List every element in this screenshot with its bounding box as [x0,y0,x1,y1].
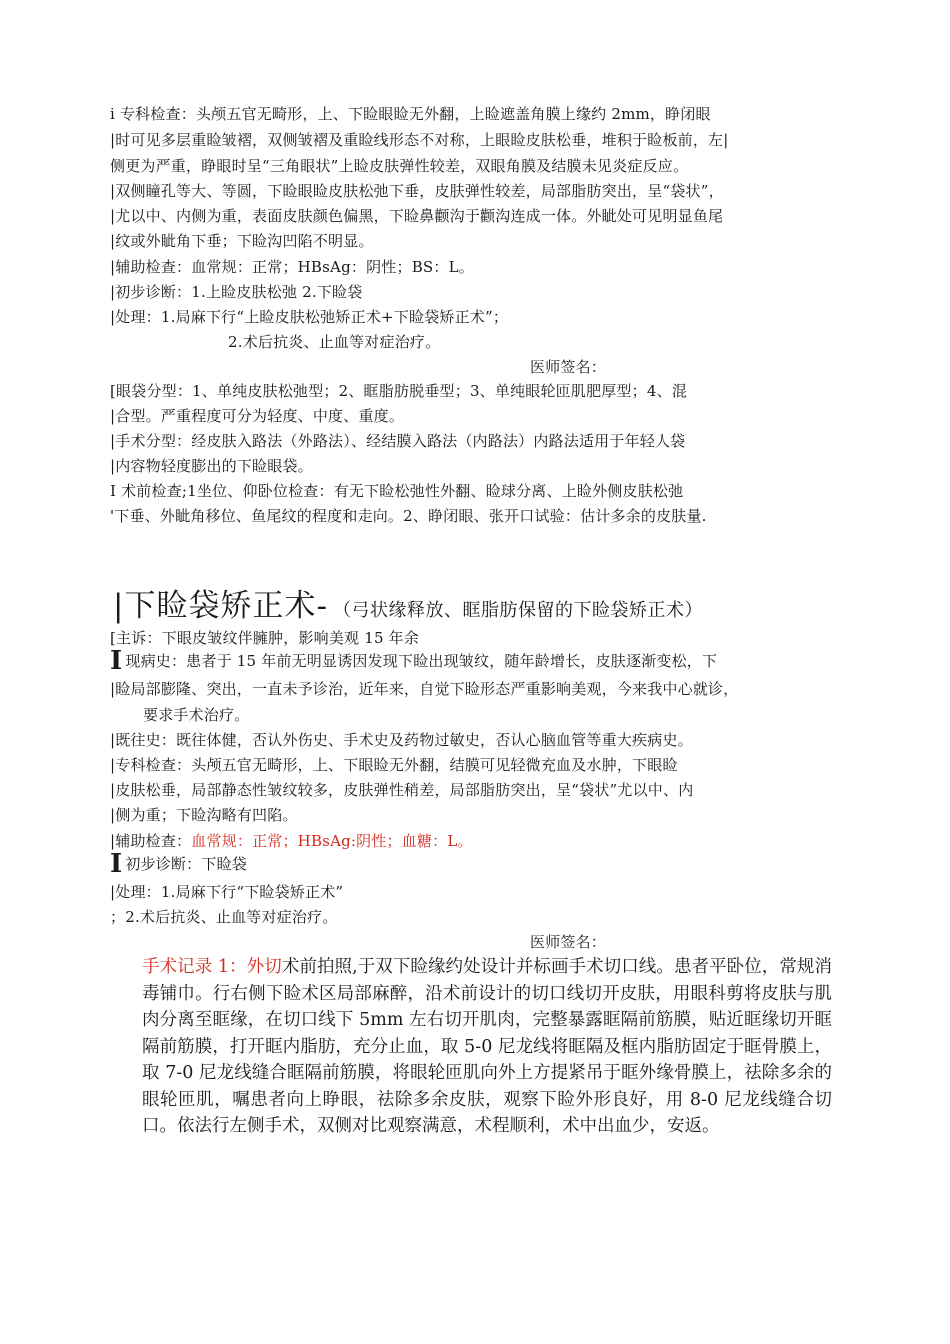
preliminary-diagnosis [110,849,247,879]
margin-marker: I [110,849,123,879]
surgery-type-line-2: |内容物轻度膨出的下睑眼袋。 [110,457,313,475]
preop-exam-line-2: '下垂、外眦角移位、鱼尾纹的程度和走向。2、睁闭眼、张开口试验：估计多余的皮肤量. [110,507,707,525]
surgery-record-text: 术前拍照,于双下睑缘约处设计并标画手术切口线。患者平卧位，常规消毒铺巾。行右侧下睑术区局部麻醉，沿术前设计的切口线切开皮肤，用眼科剪将皮肤与肌肉分离至眶缘，在切口线下 5mm 左右切开肌肉，完整暴露眶隔前筋膜，贴近眶缘切开眶隔前筋膜，打开眶内脂肪，充分止血，取 5-0 尼龙线将眶隔及框内脂肪固定于眶骨膜上，取 7-0 尼龙线缝合眶隔前筋膜，将眼轮匝肌向外上方提紧吊于眶外缘骨膜上，祛除多余的眼轮匝肌，嘱患者向上睁眼，祛除多余皮肤，观察下睑外形良好，用 8-0 尼龙线缝合切口。依法行左侧手术，双侧对比观察满意，术程顺利，术中出血少，安返。 [142,957,832,1136]
doctor-signature: 医师签名： [530,933,607,951]
aux-exam [110,831,473,851]
present-illness-line-1 [110,646,718,676]
classification-line-1: [眼袋分型：1、单纯皮肤松弛型；2、眶脂肪脱垂型；3、单纯眼轮匝肌肥厚型；4、混 [110,382,688,400]
section-title [113,580,703,625]
classification-line-2: |合型。严重程度可分为轻度、中度、重度。 [110,407,405,425]
special-exam-line-1: |专科检查：头颅五官无畸形，上、下眼睑无外翻，结膜可见轻微充血及水肿，下眼睑 [110,756,678,774]
margin-marker: I [110,646,123,676]
treatment-line-2: 2.术后抗炎、止血等对症治疗。 [228,333,441,351]
exam-line-5: |尤以中、内侧为重，表面皮肤颜色偏黑，下睑鼻颧沟于颧沟连成一体。外眦处可见明显鱼尾 [110,207,724,225]
surgery-record-label: 手术记录 1：外切 [142,957,282,977]
special-exam-line-2: |皮肤松垂，局部静态性皱纹较多，皮肤弹性稍差，局部脂肪突出，呈“袋状”尤以中、内 [110,781,694,799]
exam-line-1: i 专科检查：头颅五官无畸形，上、下睑眼睑无外翻，上睑遮盖角膜上缘约 2mm，睁闭眼 [110,105,711,123]
section-title-sub: （弓状缘释放、眶脂肪保留的下睑袋矫正术） [333,600,704,621]
surgery-type-line-1: |手术分型：经皮肤入路法（外路法）、经结膜入路法（内路法）内路法适用于年轻人袋 [110,432,686,450]
diagnosis-text: 初步诊断：下睑袋 [125,855,247,873]
exam-line-6: |纹或外眦角下垂；下睑沟凹陷不明显。 [110,232,374,250]
aux-exam-label: |辅助检查： [110,832,192,850]
surgery-record [142,954,832,1140]
treatment-line-1: |处理：1.局麻下行“上睑皮肤松弛矫正术+下睑袋矫正术”； [110,308,509,326]
section-title-main: |下睑袋矫正术- [113,588,328,624]
exam-line-2: |时可见多层重睑皱褶，双侧皱褶及重睑线形态不对称，上眼睑皮肤松垂，堆积于睑板前，左| [110,131,729,149]
doctor-signature: 医师签名： [530,358,607,376]
preop-exam-line-1: I 术前检查;1坐位、仰卧位检查：有无下睑松弛性外翻、睑球分离、上睑外侧皮肤松弛 [110,482,684,500]
treatment-line-2: ；2.术后抗炎、止血等对症治疗。 [110,908,338,926]
aux-exam-value: 血常规：正常；HBsAg:阴性；血糖：L。 [191,832,473,850]
past-history: |既往史：既往体健，否认外伤史、手术史及药物过敏史，否认心脑血管等重大疾病史。 [110,731,693,749]
exam-line-3: 侧更为严重，睁眼时呈“三角眼状”上睑皮肤弹性较差，双眼角膜及结膜未见炎症反应。 [110,157,689,175]
present-illness-text: 现病史：患者于 15 年前无明显诱因发现下睑出现皱纹，随年龄增长，皮肤逐渐变松，下 [125,652,718,670]
treatment-line-1: |处理：1.局麻下行“下睑袋矫正术” [110,883,344,901]
aux-exam-line: |辅助检查：血常规：正常；HBsAg：阴性；BS：L。 [110,258,474,276]
present-illness-line-3: 要求手术治疗。 [143,706,250,724]
diagnosis-line: |初步诊断：1.上睑皮肤松弛 2.下睑袋 [110,283,363,301]
exam-line-4: |双侧瞳孔等大、等圆，下睑眼睑皮肤松弛下垂，皮肤弹性较差，局部脂肪突出，呈“袋状”， [110,182,724,200]
chief-complaint: [主诉：下眼皮皱纹伴臃肿，影响美观 15 年余 [110,629,420,647]
present-illness-line-2: |睑局部膨隆、突出，一直未予诊治，近年来，自觉下睑形态严重影响美观，今来我中心就诊， [110,680,739,698]
special-exam-line-3: |侧为重；下睑沟略有凹陷。 [110,806,298,824]
